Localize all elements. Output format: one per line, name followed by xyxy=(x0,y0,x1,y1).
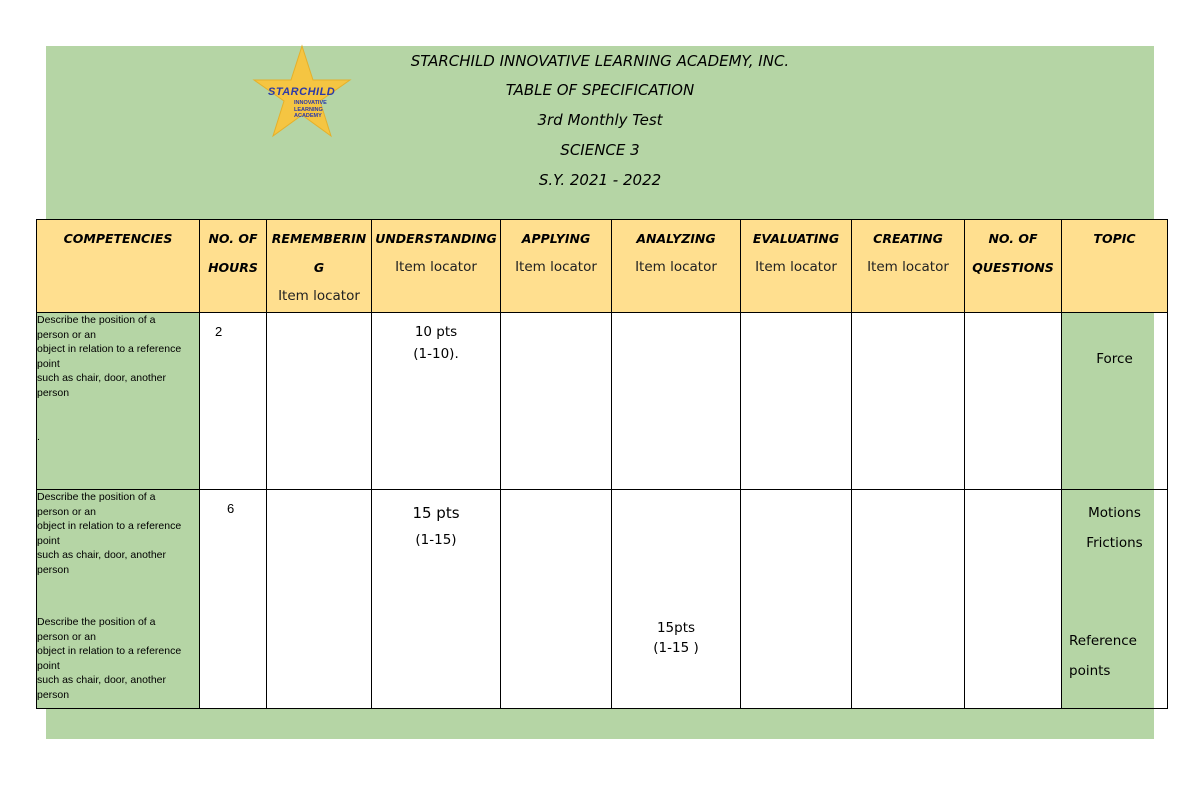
topic-cell: Force xyxy=(1062,313,1168,490)
analyzing-cell: 15pts (1-15 ) xyxy=(612,490,741,709)
logo-wordmark: STARCHILD xyxy=(268,86,336,98)
questions-cell xyxy=(965,490,1062,709)
table-row xyxy=(37,490,1168,709)
table-header-row xyxy=(37,220,1168,313)
creating-cell xyxy=(852,490,965,709)
school-name: STARCHILD INNOVATIVE LEARNING ACADEMY, INC. xyxy=(410,52,790,70)
hours-cell: 2 xyxy=(200,313,267,490)
hours-cell: 6 xyxy=(200,490,267,709)
evaluating-cell xyxy=(741,490,852,709)
creating-cell xyxy=(852,313,965,490)
remembering-cell xyxy=(267,490,372,709)
competency-cell: Describe the position of a person or an object in relation to a reference point such as chair, door, another person . xyxy=(37,313,200,490)
evaluating-cell xyxy=(741,313,852,490)
applying-cell xyxy=(501,490,612,709)
subject-name: SCIENCE 3 xyxy=(560,141,640,159)
questions-cell xyxy=(965,313,1062,490)
school-year: S.Y. 2021 - 2022 xyxy=(538,171,662,189)
specification-table xyxy=(36,219,1168,709)
header-hours: NO. OF HOURS xyxy=(200,220,267,313)
applying-cell xyxy=(501,313,612,490)
understanding-cell: 10 pts (1-10). xyxy=(372,313,501,490)
logo-subtext: INNOVATIVE LEARNING ACADEMY xyxy=(294,100,327,119)
competency-cell: Describe the position of a person or an object in relation to a reference point such as chair, door, another person Describe the position of a person or an object in relation to a reference point such as chair, door, another person xyxy=(37,490,200,709)
document-title: TABLE OF SPECIFICATION xyxy=(505,81,695,99)
analyzing-cell xyxy=(612,313,741,490)
table-row xyxy=(37,313,1168,490)
header-remembering: REMEMBERIN G Item locator xyxy=(267,220,372,313)
header-topic: TOPIC xyxy=(1062,220,1168,313)
header-analyzing: ANALYZING Item locator xyxy=(612,220,741,313)
understanding-cell: 15 pts (1-15) xyxy=(372,490,501,709)
header-understanding: UNDERSTANDING Item locator xyxy=(372,220,501,313)
test-name: 3rd Monthly Test xyxy=(537,111,663,129)
header-evaluating: EVALUATING Item locator xyxy=(741,220,852,313)
remembering-cell xyxy=(267,313,372,490)
topic-cell: Motions Frictions Reference points xyxy=(1062,490,1168,709)
header-competencies: COMPETENCIES xyxy=(37,220,200,313)
header-creating: CREATING Item locator xyxy=(852,220,965,313)
header-questions: NO. OF QUESTIONS xyxy=(965,220,1062,313)
header-applying: APPLYING Item locator xyxy=(501,220,612,313)
